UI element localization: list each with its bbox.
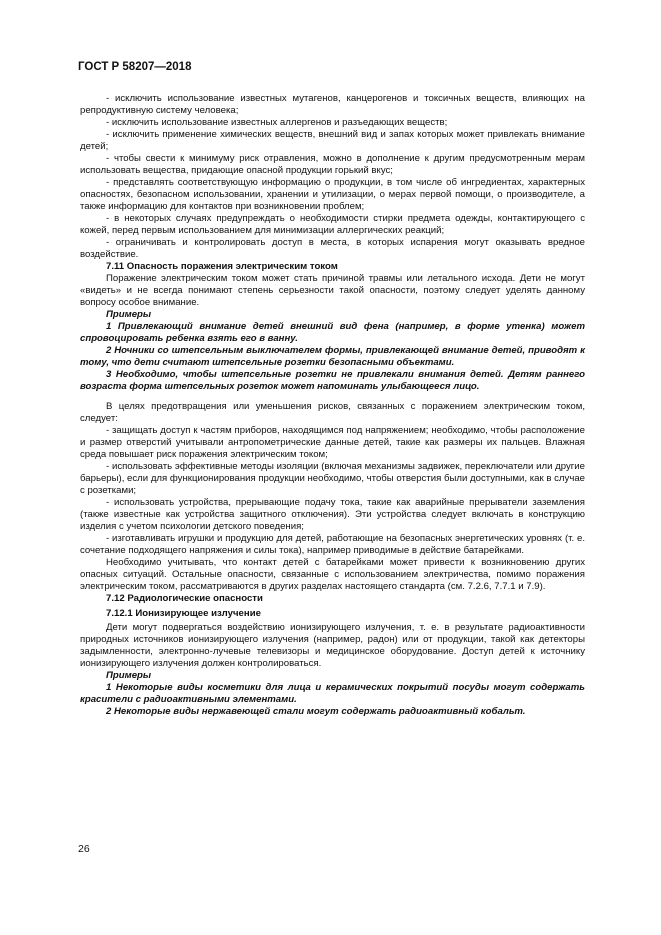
paragraph: Поражение электрическим током может стать причиной травмы или летального исхода. Дети не могут «видеть» и не всегда понимают степень серьезности такой опасности, поэтому следует уделять данному вопросу особое внимание. [80,273,585,308]
list-item: - исключить использование известных мутагенов, канцерогенов и токсичных веществ, влияющих на репродуктивную систему человека; [80,93,585,116]
list-item: - ограничивать и контролировать доступ в места, в которых испарения могут оказывать вредное воздействие. [80,237,585,260]
examples-title: Примеры [106,670,152,681]
list-item: - изготавливать игрушки и продукцию для детей, работающие на безопасных энергетических уровнях (т. е. сочетание подходящего напряжения и силы тока), например приводимые в действие батарейками. [80,533,585,556]
page-content [80,93,585,718]
examples-title: Примеры [106,309,152,320]
example-item: 3 Необходимо, чтобы штепсельные розетки не привлекали внимания детей. Детям раннего возраста форма штепсельных розеток может напоминать улыбающееся лицо. [80,369,585,392]
section-heading-7-12: 7.12 Радиологические опасности [106,593,263,604]
example-item: 2 Ночники со штепсельным выключателем формы, привлекающей внимание детей, приводят к тому, что дети считают штепсельные розетки безопасными объектами. [80,345,585,368]
examples-block [80,309,585,393]
paragraph: В целях предотвращения или уменьшения рисков, связанных с поражением электрическим током, следует: [80,401,585,424]
example-item: 1 Некоторые виды косметики для лица и керамических покрытий посуды могут содержать красители с радиоактивными элементами. [80,682,585,705]
document-header: ГОСТ Р 58207—2018 [78,61,192,73]
top-list [80,93,585,261]
list-item: - использовать эффективные методы изоляции (включая механизмы задвижек, переключатели или другие барьеры), если для функционирования продукции необходимо, чтобы отверстия были доступными, как в случае с розетками; [80,461,585,496]
list-item: - представлять соответствующую информацию о продукции, в том числе об ингредиентах, характерных опасностях, безопасном использовании, хранении и утилизации, о мерах первой помощи, о производителе, а также информацию для контактов при возникновении проблем; [80,177,585,212]
page-number: 26 [78,843,90,855]
list-item: - защищать доступ к частям приборов, находящимся под напряжением; необходимо, чтобы расположение и размер отверстий учитывали антропометрические данные детей, такие как размеры их пальцев. Влажная среда повышает риск поражения электрическим током; [80,425,585,460]
example-item: 1 Привлекающий внимание детей внешний вид фена (например, в форме утенка) может спровоцировать ребенка взять его в ванну. [80,321,585,344]
list-item: - исключить применение химических веществ, внешний вид и запах которых может привлекать внимание детей; [80,129,585,152]
list-item: - чтобы свести к минимуму риск отравления, можно в дополнение к другим предусмотренным мерам использовать вещества, придающие опасной продукции горький вкус; [80,153,585,176]
section-heading-7-11: 7.11 Опасность поражения электрическим током [106,261,338,272]
examples-block [80,670,585,718]
paragraph: Дети могут подвергаться воздействию ионизирующего излучения, т. е. в результате радиоактивности природных источников ионизирующего излучения (например, радон) или от продукции, такой как детекторы задымленности, электронно-лучевые телевизоры и медицинское оборудование. Доступ детей к источнику ионизирующего излучения должен контролироваться. [80,622,585,669]
list-item: - исключить использование известных аллергенов и разъедающих веществ; [106,117,448,128]
example-item: 2 Некоторые виды нержавеющей стали могут содержать радиоактивный кобальт. [106,706,526,717]
paragraph: Необходимо учитывать, что контакт детей с батарейками может привести к возникновению других опасных ситуаций. Остальные опасности, связанные с использованием электричества, помимо поражения электрическим током, рассматриваются в других разделах настоящего стандарта (см. 7.2.6, 7.7.1 и 7.9). [80,557,585,592]
list-item: - использовать устройства, прерывающие подачу тока, такие как аварийные прерыватели заземления (также известные как устройства защитного отключения). Эти устройства следует включать в конструкцию изделия с учетом психологии детского поведения; [80,497,585,532]
subsection-heading-7-12-1: 7.12.1 Ионизирующее излучение [106,608,261,619]
list-item: - в некоторых случаях предупреждать о необходимости стирки предмета одежды, контактирующего с кожей, перед первым использованием для минимизации аллергических реакций; [80,213,585,236]
